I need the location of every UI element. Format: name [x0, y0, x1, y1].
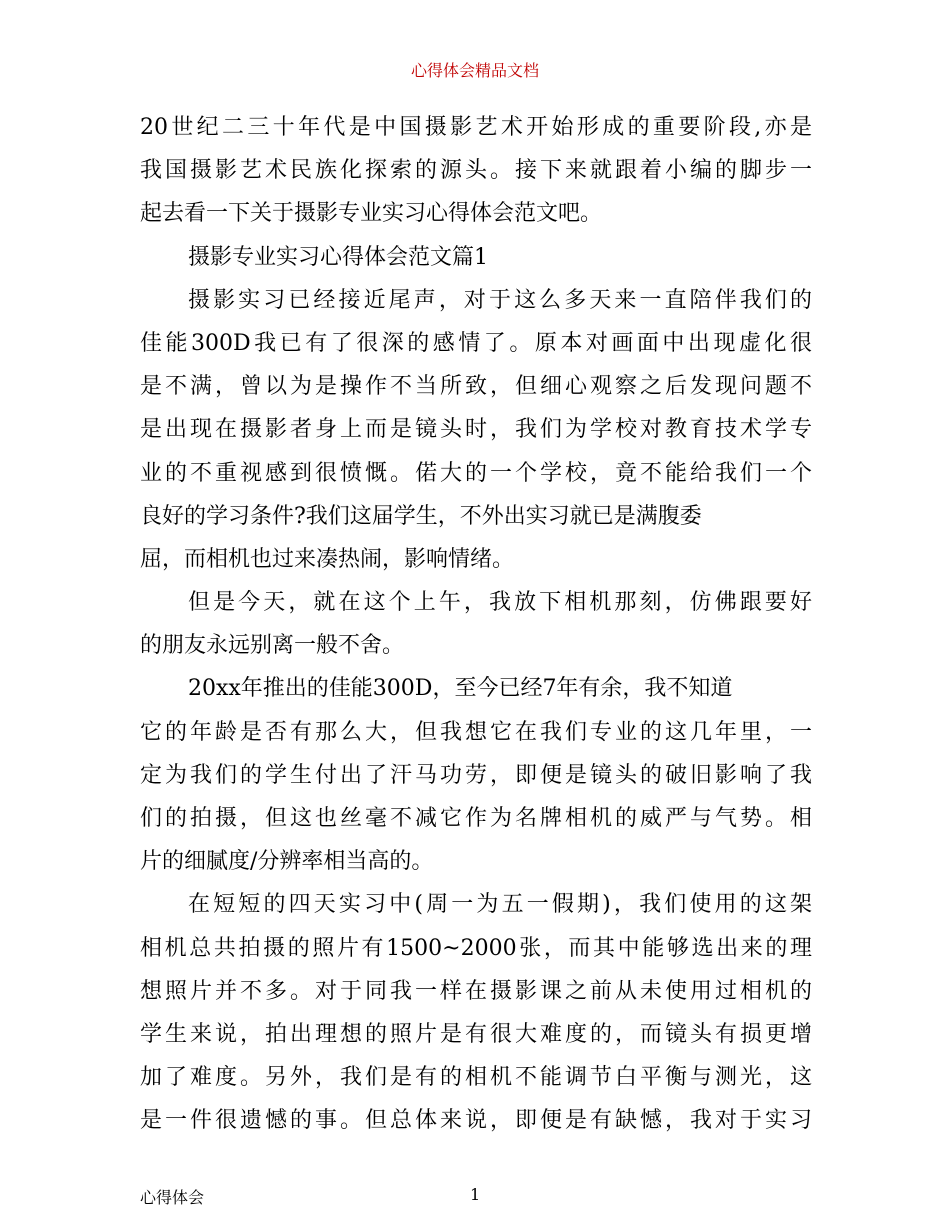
text-line: 20世纪二三十年代是中国摄影艺术开始形成的重要阶段,亦是	[140, 115, 812, 140]
text-line: 是一件很遗憾的事。但总体来说，即便是有缺憾，我对于实习	[140, 1108, 812, 1134]
text-line: 加了难度。另外，我们是有的相机不能调节白平衡与测光，这	[140, 1065, 812, 1091]
text-line: 屈，而相机也过来凑热闹，影响情绪。	[140, 546, 515, 572]
text-line: 我国摄影艺术民族化探索的源头。接下来就跟着小编的脚步一	[140, 158, 812, 184]
text-line: 片的细腻度/分辨率相当高的。	[140, 849, 434, 875]
page-number: 1	[470, 1185, 481, 1204]
text-line: 但是今天，就在这个上午，我放下相机那刻，仿佛跟要好	[188, 590, 812, 616]
text-line: 想照片并不多。对于同我一样在摄影课之前从未使用过相机的	[140, 978, 812, 1004]
section-heading: 摄影专业实习心得体会范文篇1	[188, 244, 488, 270]
text-line: 起去看一下关于摄影专业实习心得体会范文吧。	[140, 201, 603, 227]
text-line: 是出现在摄影者身上而是镜头时，我们为学校对教育技术学专	[140, 417, 812, 443]
page-header: 心得体会精品文档	[410, 61, 539, 80]
text-line: 摄影实习已经接近尾声，对于这么多天来一直陪伴我们的	[188, 287, 812, 313]
text-line: 业的不重视感到很愤慨。偌大的一个学校，竟不能给我们一个	[140, 460, 812, 486]
text-line: 佳能300D我已有了很深的感情了。原本对画面中出现虚化很	[140, 330, 812, 356]
text-line: 它的年龄是否有那么大，但我想它在我们专业的这几年里，一	[140, 719, 812, 745]
text-line: 的朋友永远别离一般不舍。	[140, 633, 405, 659]
text-line: 定为我们的学生付出了汗马功劳，即便是镜头的破旧影响了我	[140, 762, 812, 788]
text-line: 良好的学习条件?我们这届学生，不外出实习就已是满腹委	[140, 503, 702, 529]
text-line: 相机总共拍摄的照片有1500~2000张，而其中能够选出来的理	[140, 935, 812, 961]
text-line: 是不满，曾以为是操作不当所致，但细心观察之后发现问题不	[140, 374, 812, 400]
text-line: 20xx年推出的佳能300D，至今已经7年有余，我不知道	[188, 676, 733, 702]
text-line: 学生来说，拍出理想的照片是有很大难度的，而镜头有损更增	[140, 1021, 812, 1047]
document-body	[140, 106, 812, 1143]
text-line: 们的拍摄，但这也丝毫不减它作为名牌相机的威严与气势。相	[140, 806, 812, 831]
text-line: 在短短的四天实习中(周一为五一假期)，我们使用的这架	[188, 892, 812, 918]
footer-label: 心得体会	[140, 1188, 205, 1207]
